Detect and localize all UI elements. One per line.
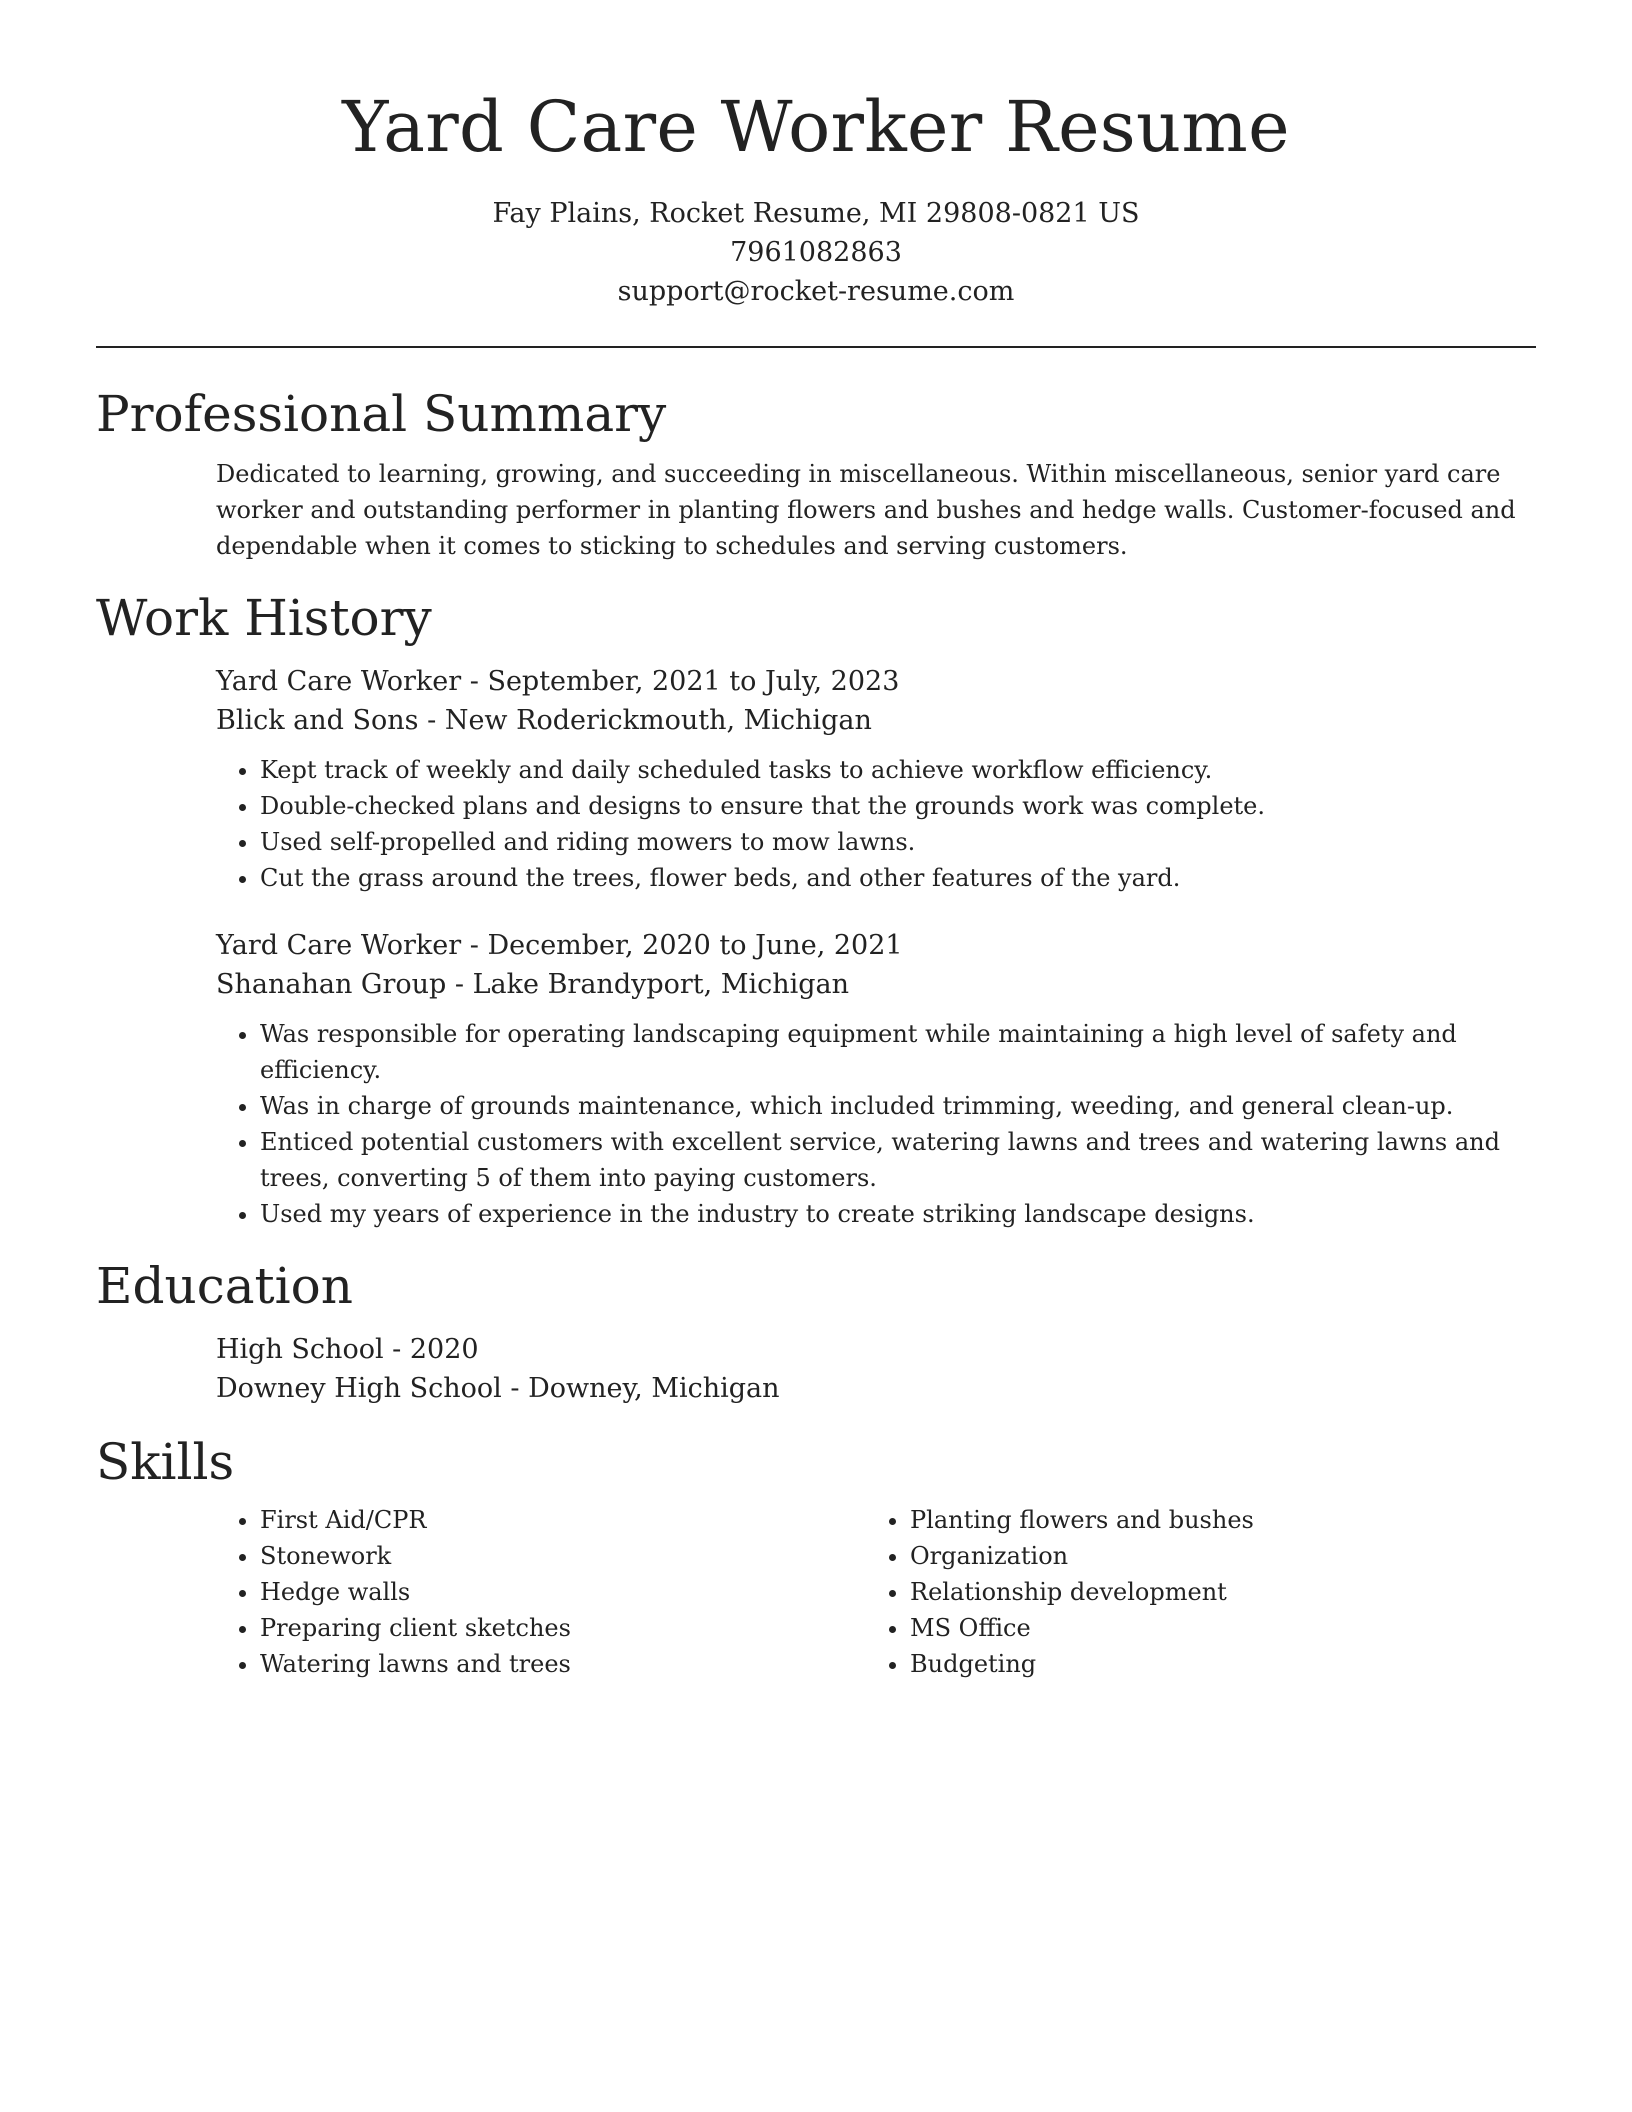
skills-section — [96, 1432, 1536, 1682]
job-duties-list — [216, 752, 1536, 896]
education-entry — [96, 1330, 1536, 1408]
work-history-heading: Work History — [96, 589, 432, 647]
job-duties-list — [216, 1016, 1536, 1232]
skill-item: • Relationship development — [910, 1574, 1516, 1610]
skill-item: • Preparing client sketches — [260, 1610, 866, 1646]
skill-item: • First Aid/CPR — [260, 1502, 866, 1538]
list-item: • Enticed potential customers with excellent service, watering lawns and trees and watering lawns and trees, converting 5 of them into paying customers. — [260, 1124, 1536, 1196]
job-location: - New Roderickmouth, Michigan — [418, 705, 872, 736]
skill-item: • Budgeting — [910, 1646, 1516, 1682]
job-entry — [96, 662, 1536, 896]
job-employer-line — [216, 701, 1536, 740]
skill-item: • Organization — [910, 1538, 1516, 1574]
summary-text: Dedicated to learning, growing, and succeeding in miscellaneous. Within miscellaneous, senior yard care worker and outstanding performer in planting flowers and bushes and hedge walls. Customer-focused and dependable when it comes to sticking to schedules and serving customers. — [216, 460, 1516, 560]
job-dates: - December, 2020 to June, 2021 — [461, 930, 903, 961]
contact-phone: 7961082863 — [730, 237, 902, 268]
skills-list-left — [216, 1502, 866, 1682]
job-title-line — [216, 662, 1536, 701]
skill-item: • Planting flowers and bushes — [910, 1502, 1516, 1538]
skill-item: • Watering lawns and trees — [260, 1646, 866, 1682]
list-item: • Was responsible for operating landscaping equipment while maintaining a high level of safety and efficiency. — [260, 1016, 1536, 1088]
list-item: • Used my years of experience in the industry to create striking landscape designs. — [260, 1196, 1536, 1232]
skill-item: • MS Office — [910, 1610, 1516, 1646]
job-dates: - September, 2021 to July, 2023 — [461, 666, 900, 697]
education-school-line — [216, 1369, 1536, 1408]
job-company: Shanahan Group — [216, 969, 447, 1000]
education-year: - 2020 — [383, 1334, 479, 1365]
job-entry — [96, 926, 1536, 1232]
header-divider — [96, 346, 1536, 348]
skills-list-right — [866, 1502, 1516, 1682]
skills-column-right — [866, 1502, 1516, 1682]
education-heading: Education — [96, 1257, 353, 1315]
list-item: • Used self-propelled and riding mowers to mow lawns. — [260, 824, 1536, 860]
skill-item: • Hedge walls — [260, 1574, 866, 1610]
job-role: Yard Care Worker — [216, 666, 462, 697]
education-section — [96, 1256, 1536, 1408]
education-degree: High School — [216, 1334, 384, 1365]
contact-info — [96, 194, 1536, 311]
contact-email: support@rocket-resume.com — [617, 276, 1015, 307]
contact-address: Fay Plains, Rocket Resume, MI 29808-0821 US — [492, 198, 1140, 229]
education-degree-line — [216, 1330, 1536, 1369]
skills-heading: Skills — [96, 1433, 235, 1491]
education-location: - Downey, Michigan — [501, 1373, 780, 1404]
summary-heading: Professional Summary — [96, 385, 667, 443]
job-role: Yard Care Worker — [216, 930, 462, 961]
job-location: - Lake Brandyport, Michigan — [446, 969, 850, 1000]
summary-section — [96, 384, 1536, 564]
job-title-line — [216, 926, 1536, 965]
resume-header — [96, 0, 1536, 311]
job-employer-line — [216, 965, 1536, 1004]
skills-column-left — [216, 1502, 866, 1682]
skill-item: • Stonework — [260, 1538, 866, 1574]
list-item: • Kept track of weekly and daily scheduled tasks to achieve workflow efficiency. — [260, 752, 1536, 788]
list-item: • Double-checked plans and designs to ensure that the grounds work was complete. — [260, 788, 1536, 824]
list-item: • Cut the grass around the trees, flower beds, and other features of the yard. — [260, 860, 1536, 896]
resume-title: Yard Care Worker Resume — [342, 86, 1290, 168]
list-item: • Was in charge of grounds maintenance, which included trimming, weeding, and general clean-up. — [260, 1088, 1536, 1124]
job-company: Blick and Sons — [216, 705, 419, 736]
work-history-section — [96, 588, 1536, 1232]
skills-grid — [96, 1502, 1536, 1682]
education-school: Downey High School — [216, 1373, 502, 1404]
